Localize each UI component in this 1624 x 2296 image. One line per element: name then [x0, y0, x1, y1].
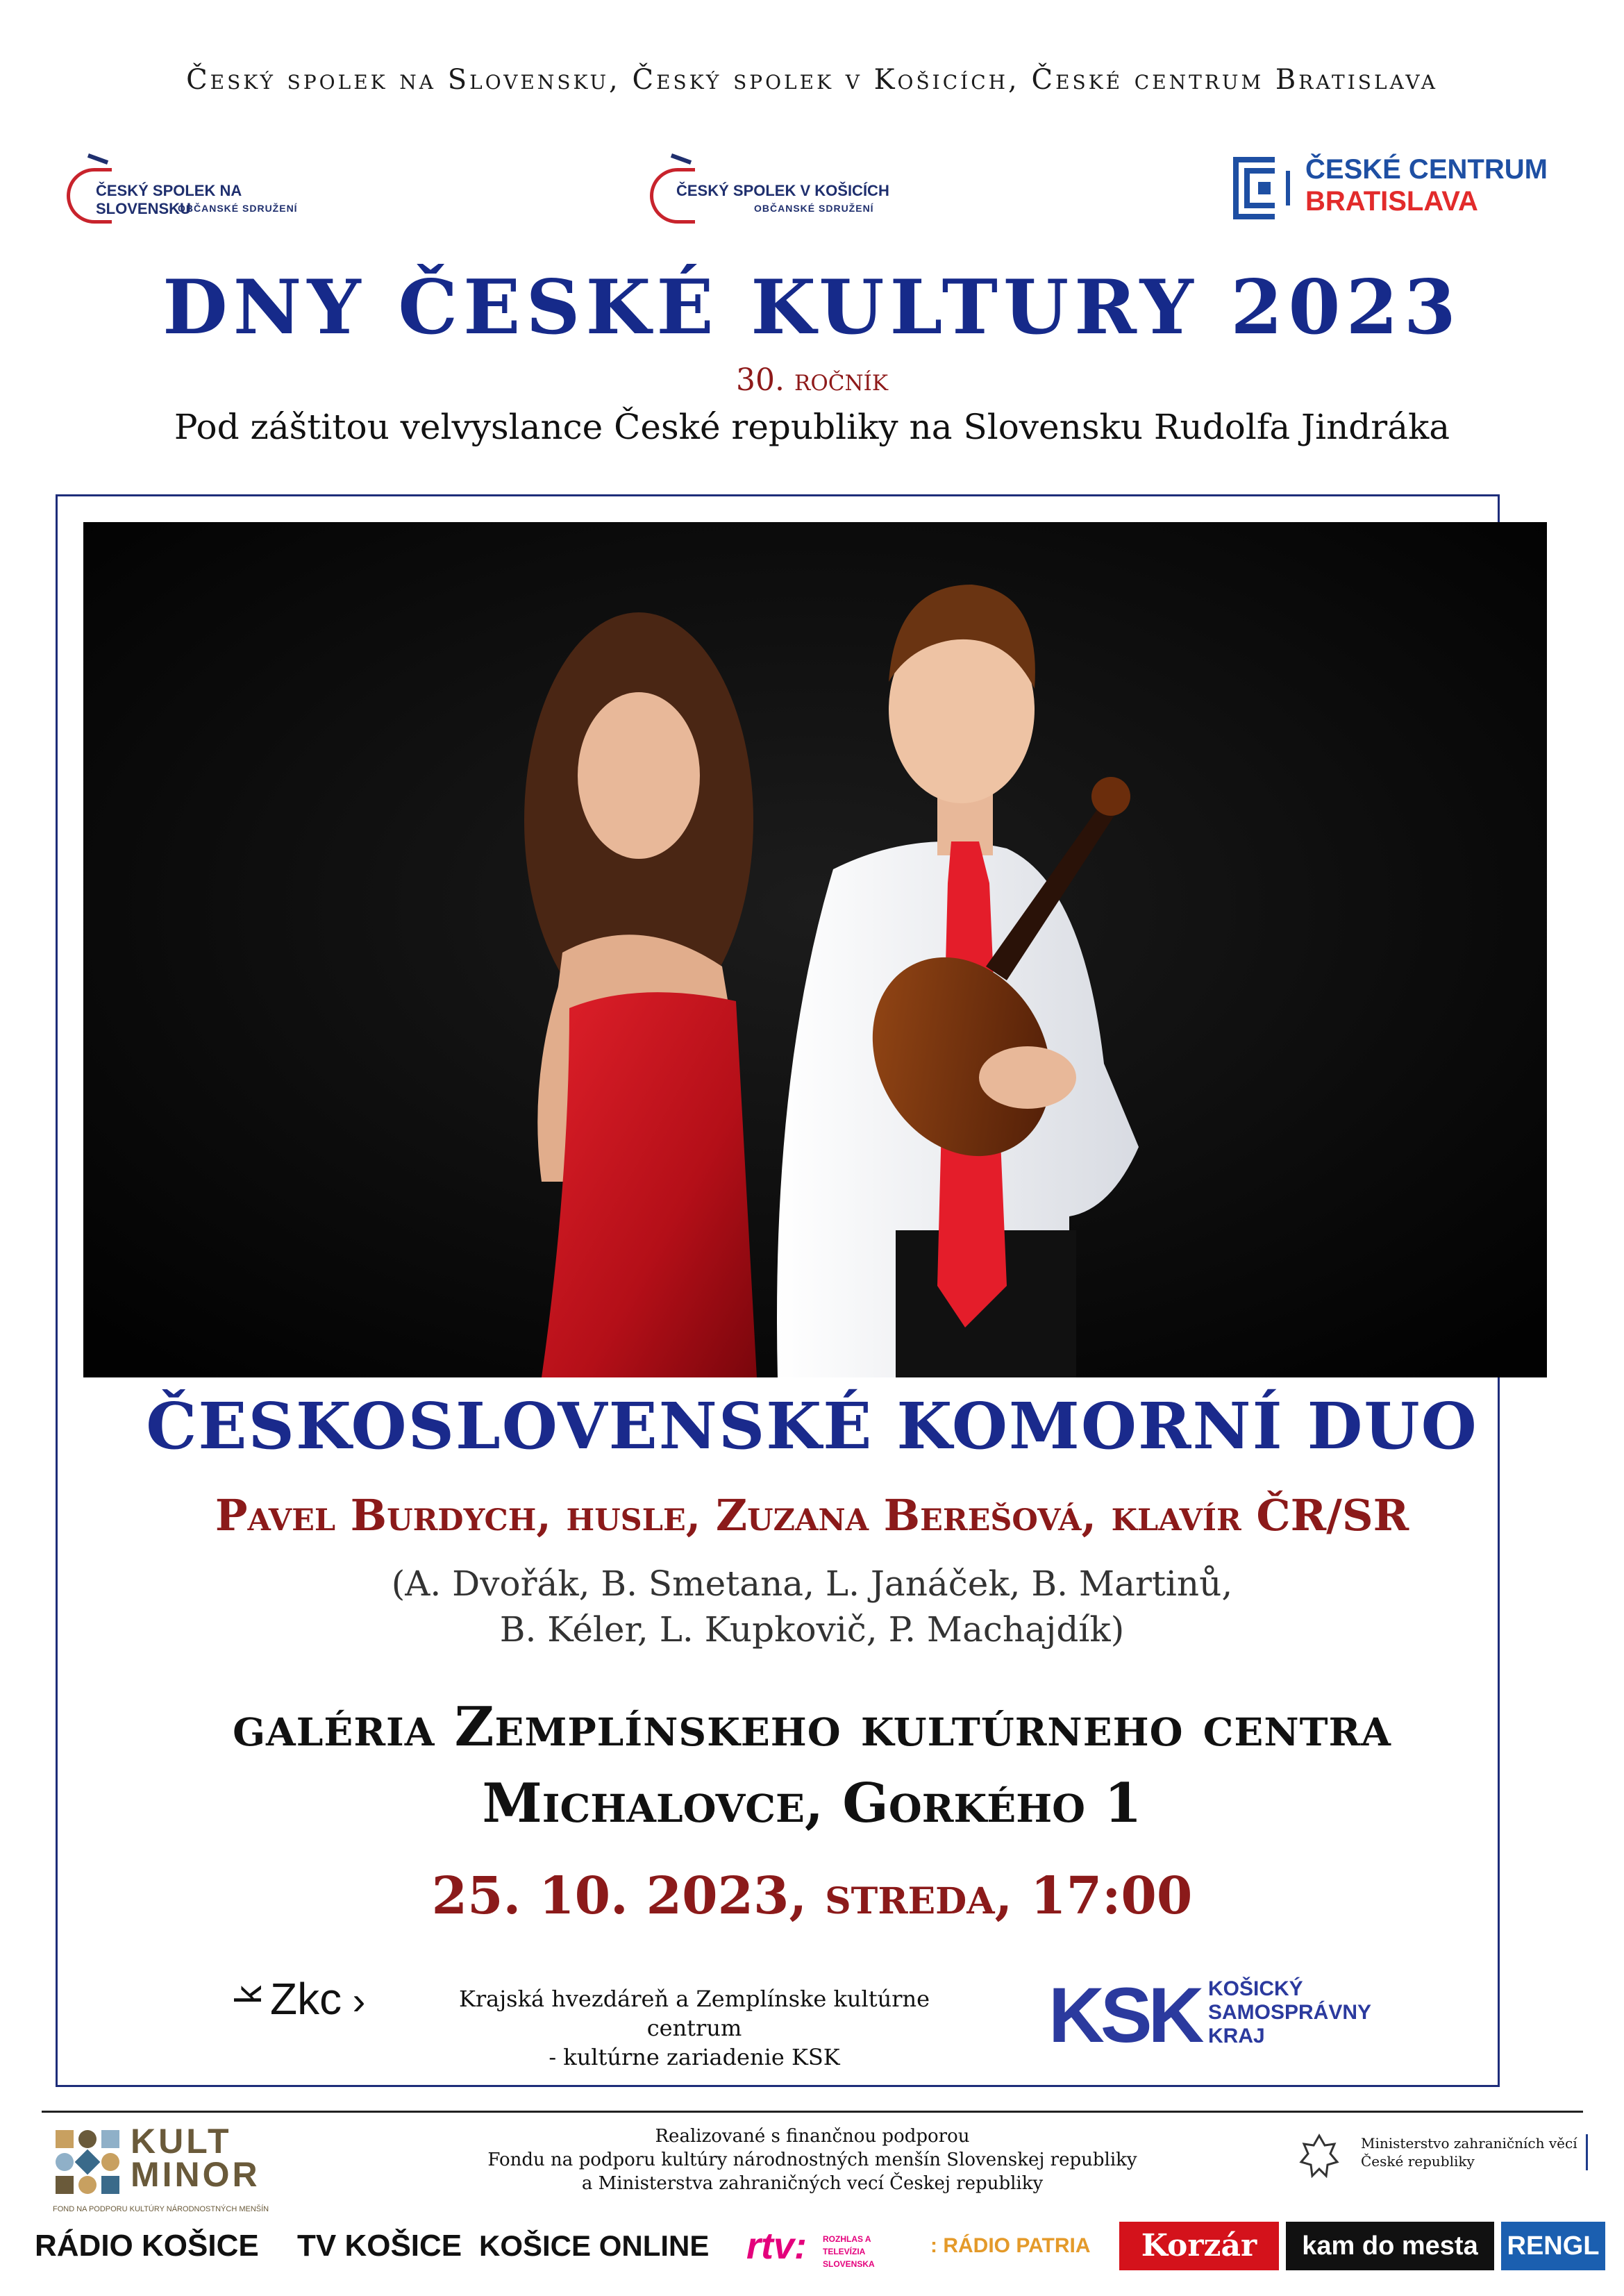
- ministry-logo: [1291, 2134, 1588, 2170]
- duo-photo: [83, 522, 1547, 1377]
- spolek-sk-sub: OBČANSKÉ SDRUŽENÍ: [178, 203, 298, 214]
- ksk-line-1: KOŠICKÝ: [1208, 1977, 1303, 2000]
- radio-kosice-logo: RÁDIO KOŠICE: [35, 2229, 259, 2263]
- spolek-ke-name: ČESKÝ SPOLEK V KOŠICÍCH: [676, 182, 889, 199]
- tv-kosice-logo: TV KOŠICE: [297, 2229, 462, 2263]
- spolek-sk-name: ČESKÝ SPOLEK NA SLOVENSKU: [96, 182, 242, 217]
- ceske-centrum-logo: [1233, 154, 1552, 224]
- hacek-icon: [671, 153, 692, 165]
- lion-emblem-icon: [1291, 2130, 1347, 2186]
- zkc-logo-text: Zkc: [270, 1974, 342, 2024]
- radio-patria-logo: : RÁDIO PATRIA: [930, 2234, 1091, 2257]
- footer-divider: [42, 2111, 1583, 2113]
- kam-do-mesta-logo: kam do mesta: [1286, 2222, 1494, 2270]
- event-datetime: 25. 10. 2023, streda, 17:00: [431, 1866, 1193, 1926]
- host-organization: [430, 1984, 958, 2072]
- program-line-2: B. Kéler, L. Kupkovič, P. Machajdík): [499, 1609, 1125, 1650]
- cc-line2: BRATISLAVA: [1305, 186, 1478, 217]
- host-line-2: - kultúrne zariadenie KSK: [549, 2044, 840, 2070]
- ksk-text: [1208, 1977, 1371, 2048]
- spolek-ke-sub: OBČANSKÉ SDRUŽENÍ: [754, 203, 874, 214]
- ksk-line-2: SAMOSPRÁVNY: [1208, 2001, 1372, 2024]
- ministry-line-2: České republiky: [1361, 2153, 1475, 2170]
- ksk-mark: KSK: [1048, 1972, 1200, 2059]
- hacek-icon: [87, 153, 108, 165]
- support-line-1: Realizované s finančnou podporou: [655, 2126, 970, 2147]
- rtvs-sub: ROZHLAS A TELEVÍZIA SLOVENSKA: [823, 2234, 875, 2269]
- host-line-1: Krajská hvezdáreň a Zemplínske kultúrne centrum: [458, 1986, 930, 2041]
- kultminor-line-2: MINOR: [131, 2155, 260, 2194]
- kosice-online-logo: KOŠICE ONLINE: [479, 2229, 710, 2262]
- patronage-line: Pod záštitou velvyslance České republiky na Slovensku Rudolfa Jindráka: [174, 407, 1450, 447]
- zkc-mark-icon: ʞ: [233, 1985, 275, 2004]
- support-line-3: a Ministerstva zahraničných vecí Českej republiky: [581, 2173, 1044, 2194]
- rengl-logo: RENGL: [1501, 2222, 1605, 2270]
- kultminor-grid-icon: [53, 2127, 122, 2197]
- chevron-right-icon: ›: [342, 1979, 366, 2022]
- kultminor-line-1: KULT: [131, 2122, 232, 2161]
- organizers-line: Český spolek na Slovensku, Český spolek v Košicích, České centrum Bratislava: [186, 64, 1438, 96]
- venue-line-1: galéria Zemplínskeho kultúrneho centra: [233, 1695, 1391, 1759]
- cc-square-icon: [1233, 157, 1296, 219]
- spolek-kosice-logo: [650, 147, 914, 231]
- rtvs-logo: rtv:: [746, 2225, 807, 2267]
- edition-label: 30. ročník: [736, 362, 888, 398]
- ksk-line-3: KRAJ: [1208, 2025, 1265, 2047]
- sponsor-strip: [28, 2222, 1600, 2270]
- performers-line: Pavel Burdych, husle, Zuzana Berešová, klavír ČR/SR: [215, 1490, 1409, 1541]
- ensemble-name: ČESKOSLOVENSKÉ KOMORNÍ DUO: [146, 1389, 1478, 1464]
- program-list: [0, 1561, 1624, 1652]
- funding-note: [486, 2125, 1139, 2195]
- kultminor-sub: FOND NA PODPORU KULTÚRY NÁRODNOSTNÝCH MENŠÍN: [53, 2205, 269, 2213]
- venue-line-2: Michalovce, Gorkého 1: [482, 1772, 1142, 1835]
- zkc-logo: [233, 1973, 366, 2025]
- ksk-logo: [1048, 1970, 1372, 2060]
- ministry-line-1: Ministerstvo zahraničních věcí: [1361, 2135, 1577, 2152]
- spolek-slovensko-logo: [67, 147, 330, 231]
- cc-line1: ČESKÉ CENTRUM: [1305, 154, 1548, 185]
- program-line-1: (A. Dvořák, B. Smetana, L. Janáček, B. Martinů,: [391, 1564, 1233, 1604]
- festival-title: DNY ČESKÉ KULTURY 2023: [162, 264, 1462, 351]
- duo-illustration: [83, 522, 1547, 1377]
- korzar-logo: Korzár: [1119, 2222, 1279, 2270]
- support-line-2: Fondu na podporu kultúry národnostných menšín Slovenskej republiky: [487, 2150, 1137, 2170]
